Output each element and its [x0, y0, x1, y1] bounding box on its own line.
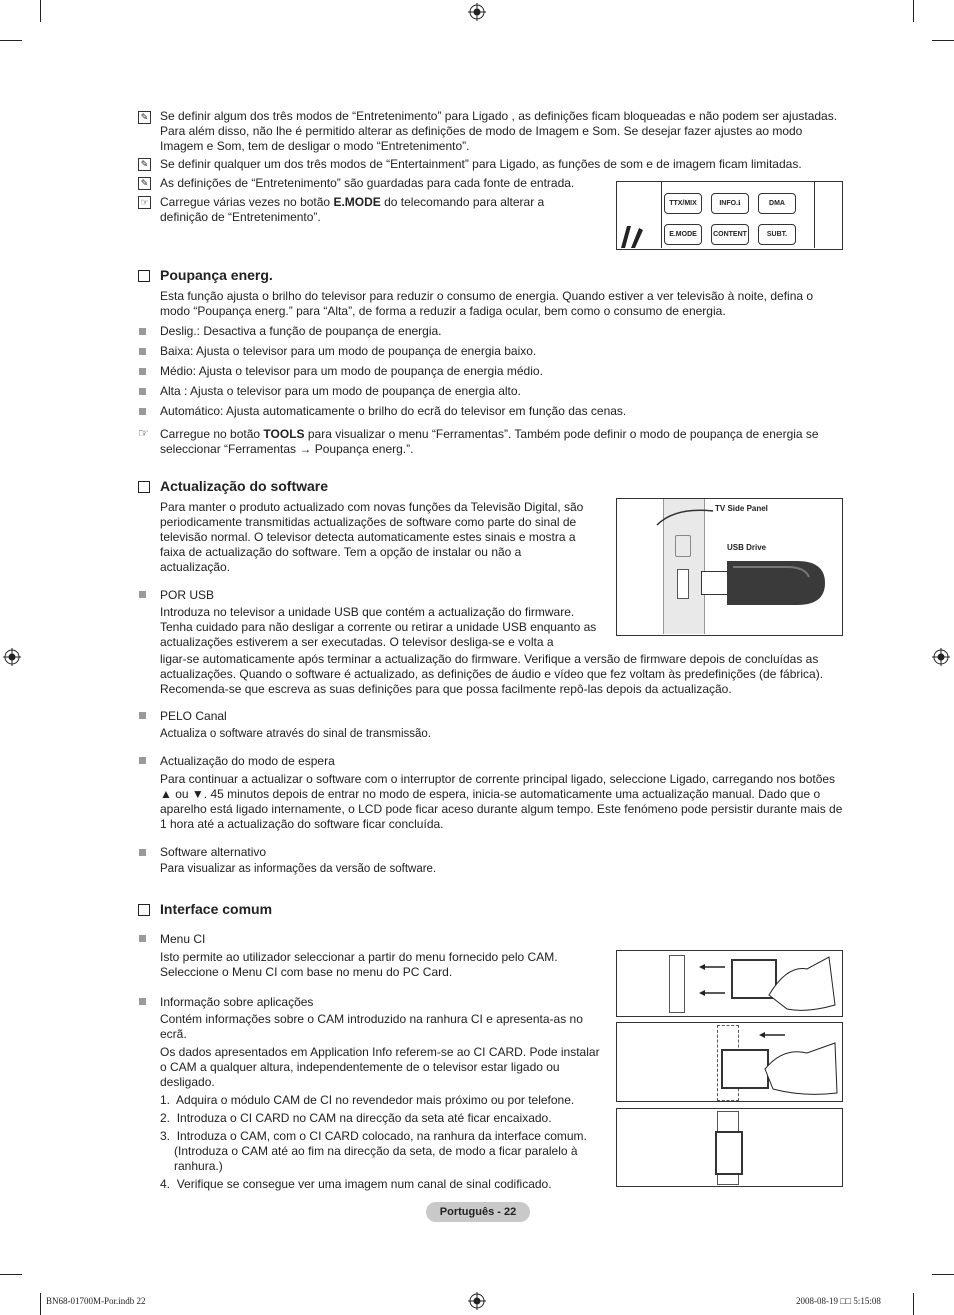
crop-mark — [40, 1293, 41, 1315]
option-item: Deslig.: Desactiva a função de poupança de energia. — [160, 324, 442, 338]
espera-text: Para continuar a actualizar o software com o interruptor de corrente principal ligado, seleccione Ligado, carregando nos botões ▲ ou ▼. 45 minutos depois de entrar no modo de espera, inicia-se automaticamente uma actualização manual. Dado que o aparelho está ligado internamente, o LCD pode ficar aceso durante algum tempo. Este fenómeno pode persistir durante mais de 1 hora até a actualização do software ficar concluída. — [160, 772, 843, 831]
registration-mark-icon — [932, 648, 950, 666]
footer-file: BN68-01700M-Por.indb 22 — [46, 1296, 146, 1306]
option-item: Automático: Ajusta automaticamente o brilho do ecrã do televisor em função das cenas. — [160, 404, 627, 418]
usb-text: ligar-se automaticamente após terminar a actualização do firmware. Verifique a versão de firmware depois de concluídas as actualizações. Quando o software é actualizado, as definições de áudio e vídeo que fez voltam às predefinições (de fábrica). Recomenda-se que escreva as suas definições para que possa facilmente repô-las depois da actualização. — [160, 652, 824, 696]
crop-mark — [913, 1293, 914, 1315]
crop-mark — [0, 40, 22, 41]
bullet-icon — [139, 849, 146, 856]
step-item: 4. Verifique se consegue ver uma imagem num canal de sinal codificado. — [160, 1177, 552, 1191]
bullet-icon — [139, 998, 146, 1005]
subsection-title: Menu CI — [160, 932, 206, 946]
bullet-icon — [139, 328, 146, 335]
bullet-icon — [139, 368, 146, 375]
section-checkbox-icon — [138, 270, 150, 282]
bullet-icon — [139, 348, 146, 355]
crop-mark — [932, 40, 954, 41]
note-icon: ✎ — [138, 158, 151, 171]
note-text: As definições de “Entretenimento” são guardadas para cada fonte de entrada. — [160, 176, 575, 190]
crop-mark — [0, 1274, 22, 1275]
cam-module — [715, 1131, 743, 1175]
bullet-icon — [139, 712, 146, 719]
step-item: 3. Introduza o CAM, com o CI CARD colocado, na ranhura da interface comum. (Introduza o CAM até ao fim na direcção da seta, de modo a ficar paralelo à ranhura.) — [160, 1129, 587, 1173]
subsection-title: Informação sobre aplicações — [160, 995, 314, 1009]
tools-icon: ☞ — [138, 426, 149, 440]
crop-mark — [913, 0, 914, 22]
ci-figure-2 — [616, 1022, 843, 1102]
ci-slot — [669, 955, 685, 1013]
registration-mark-icon — [468, 1292, 486, 1310]
ci-figure-3 — [616, 1108, 843, 1187]
usb-port — [677, 569, 689, 599]
subt-button: SUBT. — [758, 224, 796, 245]
remote-control-figure — [616, 181, 843, 250]
emode-tip: Carregue várias vezes no botão E.MODE do telecomando para alterar a definição de “Entretenimento”. — [160, 195, 545, 224]
note-icon: ✎ — [138, 111, 151, 124]
note-text: Se definir algum dos três modos de “Entretenimento” para Ligado , as definições ficam bloqueadas e não podem ser ajustadas. Para além disso, não lhe é permitido alterar as definições de modo de Imagem e Som. Se desejar fazer ajustes ao modo Imagem e Som, tem de desligar o modo “Entretenimento”. — [160, 109, 838, 153]
info-text: Contém informações sobre o CAM introduzido na ranhura CI e apresenta-as no ecrã. — [160, 1012, 583, 1041]
note-icon: ✎ — [138, 177, 151, 190]
usb-drive-label: USB Drive — [727, 543, 767, 552]
arrow-left-icon — [697, 961, 727, 1001]
cam-module — [721, 1049, 769, 1089]
panel-curve — [655, 507, 715, 527]
usb-figure — [616, 498, 843, 636]
ttx-mix-button: TTX/MIX — [664, 193, 702, 214]
canal-text: Actualiza o software através do sinal de transmissão. — [160, 728, 432, 740]
subsection-title: Software alternativo — [160, 845, 267, 859]
hdmi-port — [675, 535, 691, 557]
step-item: 1. Adquira o módulo CAM de CI no revendedor mais próximo ou por telefone. — [160, 1093, 575, 1107]
crop-mark — [40, 0, 41, 22]
section-intro: Esta função ajusta o brilho do televisor para reduzir o consumo de energia. Quando estiver a ver televisão à noite, defina o modo “Poupança energ.” para “Alta”, de forma a reduzir a fadiga ocular, bem como o consumo de energia. — [160, 289, 814, 318]
hand-icon — [767, 955, 837, 1013]
step-item: 2. Introduza o CI CARD no CAM na direcção da seta até ficar encaixado. — [160, 1111, 552, 1125]
dma-button: DMA — [758, 193, 796, 214]
subsection-title: Actualização do modo de espera — [160, 754, 335, 768]
bullet-icon — [139, 408, 146, 415]
footer-timestamp: 2008-08-19 □□ 5:15:08 — [796, 1296, 881, 1306]
subsection-title: PELO Canal — [160, 709, 227, 723]
bullet-icon — [139, 388, 146, 395]
registration-mark-icon — [468, 3, 486, 21]
section-checkbox-icon — [138, 481, 150, 493]
tip-icon: ☞ — [138, 196, 151, 209]
usb-drive-icon — [727, 559, 827, 607]
section-title: Actualização do software — [160, 478, 329, 494]
section-title: Poupança energ. — [160, 267, 273, 283]
menu-ci-text: Isto permite ao utilizador seleccionar a partir do menu fornecido pelo CAM. Seleccione o Menu CI com base no menu do PC Card. — [160, 950, 558, 979]
bullet-icon — [139, 757, 146, 764]
bullet-icon — [139, 935, 146, 942]
option-item: Alta : Ajusta o televisor para um modo de poupança de energia alto. — [160, 384, 521, 398]
emode-button: E.MODE — [664, 224, 702, 245]
pointer-hand-icon — [617, 222, 661, 250]
info-button: INFO.ℹ — [711, 193, 749, 214]
tools-tip: Carregue no botão TOOLS para visualizar o menu “Ferramentas”. Também pode definir o modo de poupança de energia se seleccionar “Ferramentas → Poupança energ.”. — [160, 427, 819, 456]
registration-mark-icon — [3, 648, 21, 666]
ci-figure-1 — [616, 950, 843, 1017]
note-text: Se definir qualquer um dos três modos de “Entertainment” para Ligado, as funções de som e de imagem ficam limitadas. — [160, 157, 802, 171]
subsection-title: POR USB — [160, 588, 215, 602]
section-title: Interface comum — [160, 901, 273, 917]
content-button: CONTENT — [711, 224, 749, 245]
hand-icon — [763, 1039, 839, 1097]
page-number-badge: Português - 22 — [426, 1202, 530, 1222]
usb-text: Introduza no televisor a unidade USB que contém a actualização do firmware. Tenha cuidado para não desligar a corrente ou retirar a unidade USB enquanto as actualizações estiverem a ser executadas. O televisor desliga-se e volta a — [160, 605, 597, 649]
section-checkbox-icon — [138, 904, 150, 916]
alt-text: Para visualizar as informações da versão de software. — [160, 863, 437, 875]
crop-mark — [932, 1274, 954, 1275]
info-text: Os dados apresentados em Application Info referem-se ao CI CARD. Pode instalar o CAM a qualquer altura, independentemente de o televisor estar ligado ou desligado. — [160, 1045, 600, 1089]
option-item: Médio: Ajusta o televisor para um modo de poupança de energia médio. — [160, 364, 543, 378]
tv-side-panel-label: TV Side Panel — [715, 504, 768, 513]
option-item: Baixa: Ajusta o televisor para um modo de poupança de energia baixo. — [160, 344, 537, 358]
bullet-icon — [139, 591, 146, 598]
section-intro: Para manter o produto actualizado com novas funções da Televisão Digital, são periodicamente transmitidas actualizações de software como parte do sinal de televisão normal. O televisor detecta automaticamente estes sinais e mostra a faixa de actualização do software. Tem a opção de instalar ou não a actualização. — [160, 500, 584, 574]
